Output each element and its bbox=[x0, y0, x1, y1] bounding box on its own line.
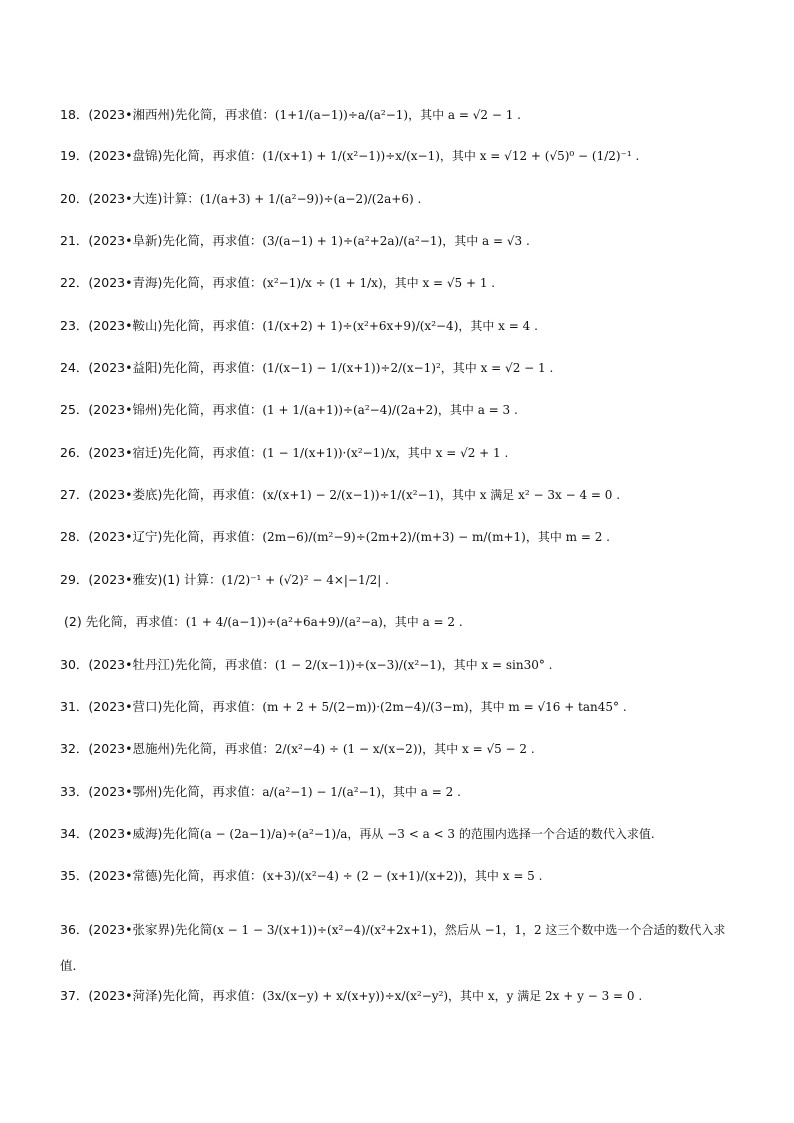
problem-expression: (m + 2 + 5/(2−m))·(2m−4)/(3−m)，其中 m = √16 + tan45° . bbox=[262, 700, 627, 714]
problem-stem: 先化简，再求值： bbox=[162, 275, 263, 290]
problem-expression: (1 + 1/(a+1))÷(a²−4)/(2a+2)，其中 a = 3 . bbox=[262, 403, 518, 417]
problem-expression: (x²−1)/x ÷ (1 + 1/x)，其中 x = √5 + 1 . bbox=[262, 276, 496, 290]
problem-stem: 先化简，再求值： bbox=[162, 529, 263, 544]
problem-source: (2023•青海) bbox=[88, 275, 163, 290]
problem-source: (2023•营口) bbox=[88, 699, 163, 714]
problem-expression: (1+1/(a−1))÷a/(a²−1)，其中 a = √2 − 1 . bbox=[274, 108, 521, 122]
problem-expression: (3x/(x−y) + x/(x+y))÷x/(x²−y²)，其中 x，y 满足 2x + y − 3 = 0 . bbox=[262, 989, 643, 1003]
problem-stem: 先化简，再求值： bbox=[174, 741, 275, 756]
problem-stem: 先化简，再求值： bbox=[162, 360, 263, 375]
problem-29-part-2 bbox=[64, 613, 754, 631]
problem-stem: 先化简，再求值： bbox=[162, 784, 263, 799]
problem-35 bbox=[60, 867, 754, 885]
problem-number: 29． bbox=[60, 572, 89, 587]
problem-source: (2023•阜新) bbox=[88, 233, 163, 248]
problem-20 bbox=[60, 190, 754, 208]
problem-source: (2023•辽宁) bbox=[88, 529, 163, 544]
problem-number: 35． bbox=[60, 868, 89, 883]
problem-36 bbox=[60, 912, 754, 984]
problem-stem: 先化简 bbox=[174, 922, 213, 937]
problem-expression: (1 − 2/(x−1))÷(x−3)/(x²−1)，其中 x = sin30° . bbox=[274, 658, 553, 672]
problem-stem: 先化简 bbox=[162, 826, 200, 841]
problem-25 bbox=[60, 401, 754, 419]
problem-number: 30． bbox=[60, 657, 89, 672]
problem-number: 28． bbox=[60, 529, 89, 544]
problem-expression: (a − (2a−1)/a)÷(a²−1)/a，再从 −3 < a < 3 的范围内选择一个合适的数代入求值. bbox=[199, 827, 655, 841]
problem-number: 31． bbox=[60, 699, 89, 714]
problem-source: (2023•盘锦) bbox=[88, 148, 163, 163]
problem-21 bbox=[60, 232, 754, 250]
problem-number: 37． bbox=[60, 988, 89, 1003]
problem-stem: 先化简，再求值： bbox=[162, 699, 263, 714]
problem-expression: a/(a²−1) − 1/(a²−1)，其中 a = 2 . bbox=[262, 785, 461, 799]
problem-source: (2023•张家界) bbox=[88, 922, 175, 937]
problem-number: 23． bbox=[60, 318, 89, 333]
problem-expression: (x+3)/(x²−4) ÷ (2 − (x+1)/(x+2))，其中 x = 5 . bbox=[262, 869, 543, 883]
problem-stem: 先化简，再求值： bbox=[162, 868, 263, 883]
problem-source: (2023•益阳) bbox=[88, 360, 163, 375]
problem-29-part-1 bbox=[60, 571, 754, 589]
problem-stem: 先化简，再求值： bbox=[162, 148, 263, 163]
problem-stem: 先化简，再求值： bbox=[162, 487, 263, 502]
problem-37 bbox=[60, 987, 754, 1005]
problem-24 bbox=[60, 359, 754, 377]
problem-34 bbox=[60, 825, 754, 843]
problem-number: 33． bbox=[60, 784, 89, 799]
problem-expression: (1 + 4/(a−1))÷(a²+6a+9)/(a²−a)，其中 a = 2 . bbox=[185, 615, 463, 629]
problem-number: 21． bbox=[60, 233, 89, 248]
problem-26 bbox=[60, 444, 754, 462]
problem-stem: 先化简，再求值： bbox=[174, 657, 275, 672]
problem-expression: 2/(x²−4) ÷ (1 − x/(x−2))，其中 x = √5 − 2 . bbox=[274, 742, 535, 756]
problem-expression: (1 − 1/(x+1))·(x²−1)/x，其中 x = √2 + 1 . bbox=[262, 446, 509, 460]
problem-source: (2023•恩施州) bbox=[88, 741, 175, 756]
problem-18 bbox=[60, 106, 754, 124]
problem-source: (2023•威海) bbox=[88, 826, 163, 841]
problem-33 bbox=[60, 783, 754, 801]
problem-stem: 先化简，再求值： bbox=[162, 445, 263, 460]
problem-number: 20． bbox=[60, 191, 89, 206]
problem-source: (2023•大连) bbox=[88, 191, 163, 206]
problem-stem: 计算： bbox=[162, 191, 200, 206]
problem-stem: 先化简，再求值： bbox=[162, 318, 263, 333]
problem-number: 32． bbox=[60, 741, 89, 756]
problem-number: 18． bbox=[60, 107, 89, 122]
problem-number: 22． bbox=[60, 275, 89, 290]
problem-28 bbox=[60, 528, 754, 546]
problem-expression: (1/(x−1) − 1/(x+1))÷2/(x−1)²，其中 x = √2 − 1 . bbox=[262, 361, 554, 375]
problem-source: (2023•锦州) bbox=[88, 402, 163, 417]
problem-23 bbox=[60, 317, 754, 335]
problem-stem: 先化简，再求值： bbox=[174, 107, 275, 122]
problem-source: (2023•雅安) bbox=[88, 572, 163, 587]
problem-30 bbox=[60, 656, 754, 674]
problem-expression: (x/(x+1) − 2/(x−1))÷1/(x²−1)，其中 x 满足 x² − 3x − 4 = 0 . bbox=[262, 488, 621, 502]
problem-32 bbox=[60, 740, 754, 758]
problem-source: (2023•鄂州) bbox=[88, 784, 163, 799]
problem-expression: (1/(a+3) + 1/(a²−9))÷(a−2)/(2a+6) . bbox=[199, 192, 422, 206]
problem-number: 19． bbox=[60, 148, 89, 163]
problem-stem: 先化简，再求值： bbox=[162, 402, 263, 417]
problem-source: (2023•常德) bbox=[88, 868, 163, 883]
problem-stem: (2) 先化简，再求值： bbox=[64, 614, 186, 629]
problem-number: 24． bbox=[60, 360, 89, 375]
problem-source: (2023•牡丹江) bbox=[88, 657, 175, 672]
problem-stem: 先化简，再求值： bbox=[162, 233, 263, 248]
problem-22 bbox=[60, 274, 754, 292]
problem-number: 34． bbox=[60, 826, 89, 841]
problem-expression: (1/(x+2) + 1)÷(x²+6x+9)/(x²−4)，其中 x = 4 . bbox=[262, 319, 538, 333]
problem-source: (2023•菏泽) bbox=[88, 988, 163, 1003]
problem-source: (2023•娄底) bbox=[88, 487, 163, 502]
problem-stem: (1) 计算： bbox=[162, 572, 222, 587]
problem-expression: (2m−6)/(m²−9)÷(2m+2)/(m+3) − m/(m+1)，其中 m = 2 . bbox=[262, 530, 611, 544]
problem-expression: (1/(x+1) + 1/(x²−1))÷x/(x−1)，其中 x = √12 + (√5)⁰ − (1/2)⁻¹ . bbox=[262, 149, 640, 163]
problem-continuation: 值. bbox=[60, 958, 77, 973]
problem-expression: (x − 1 − 3/(x+1))÷(x²−4)/(x²+2x+1)，然后从 −1，1，2 这三个数中选一个合适的数代入求 bbox=[212, 923, 726, 937]
problem-source: (2023•宿迁) bbox=[88, 445, 163, 460]
problem-27 bbox=[60, 486, 754, 504]
problem-31 bbox=[60, 698, 754, 716]
problem-number: 36． bbox=[60, 922, 89, 937]
problem-expression: (1/2)⁻¹ + (√2)² − 4×|−1/2| . bbox=[221, 573, 389, 587]
problem-source: (2023•湘西州) bbox=[88, 107, 175, 122]
problem-expression: (3/(a−1) + 1)÷(a²+2a)/(a²−1)，其中 a = √3 . bbox=[262, 234, 530, 248]
problem-source: (2023•鞍山) bbox=[88, 318, 163, 333]
problem-number: 27． bbox=[60, 487, 89, 502]
problem-number: 25． bbox=[60, 402, 89, 417]
problem-19 bbox=[60, 147, 754, 165]
problem-stem: 先化简，再求值： bbox=[162, 988, 263, 1003]
problem-number: 26． bbox=[60, 445, 89, 460]
